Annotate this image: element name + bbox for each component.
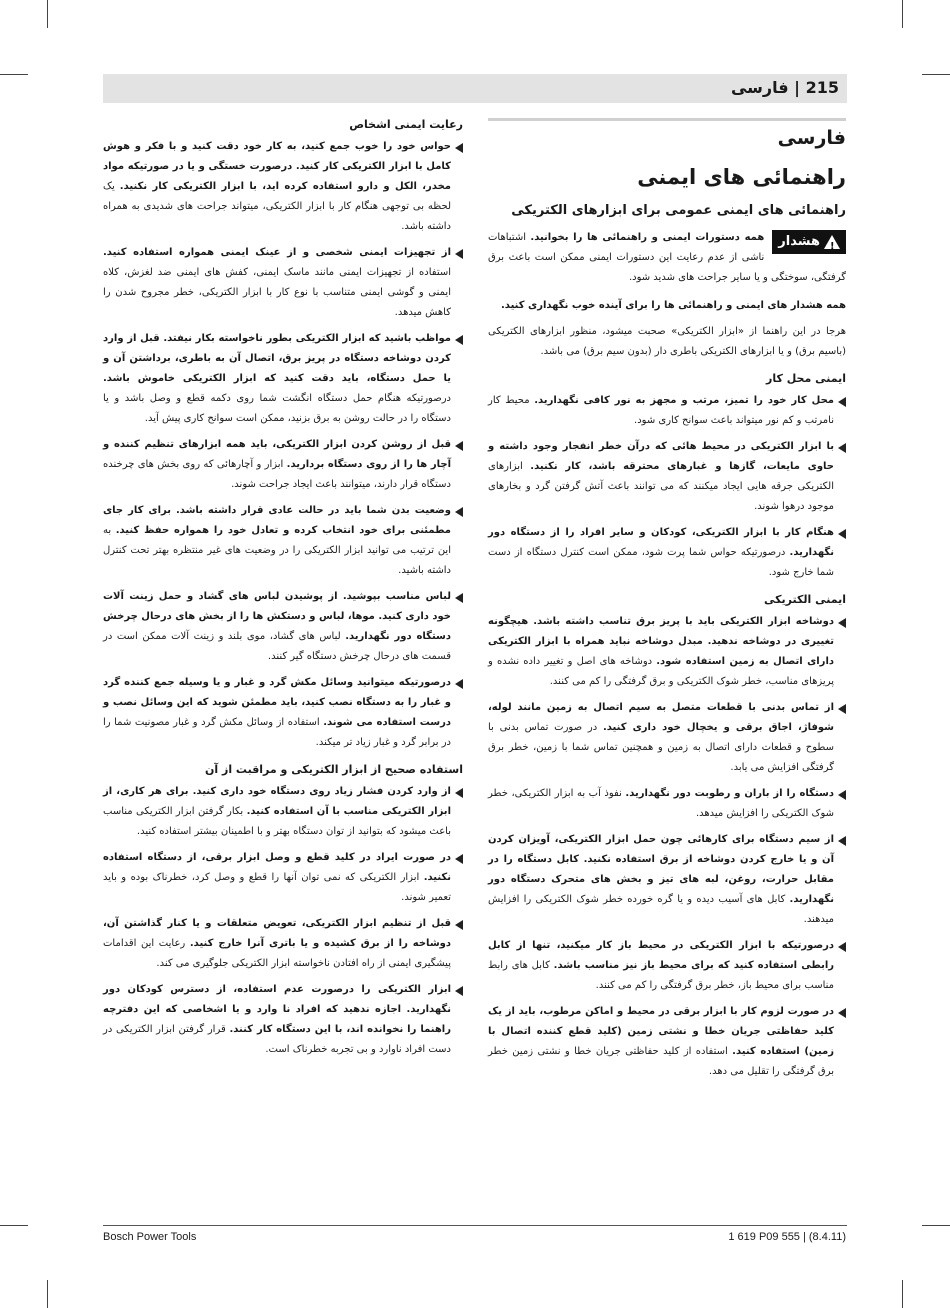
warning-block bbox=[488, 228, 846, 288]
definition-text: هرجا در این راهنما از «ابزار الکتریکی» صحبت میشود، منظور ابزارهای الکتریکی (باسیم برق) و یا ابزارهای الکتریکی باطری دار (بدون سیم برق) می باشد. bbox=[488, 326, 846, 357]
list-item: حواس خود را خوب جمع کنید، به کار خود دقت کنید و با فکر و هوش کامل با ابزار الکتریکی کار کنید. درصورت خستگی و یا در صورتیکه مواد مخدر، الکل و دارو استفاده کرده اید، با ابزار الکتریکی کار نکنید. یک لحظه بی توجهی هنگام کار با ابزار الکتریکی، میتواند جراحت های شدیدی به همراه داشته باشد. bbox=[103, 137, 463, 237]
list-item: درصورتیکه میتوانید وسائل مکش گرد و غبار و یا وسیله جمع کننده گرد و غبار را به دستگاه نصب کنید، باید مطمئن شوید که این وسائل نصب و درست استفاده می شوند. استفاده از وسائل مکش گرد و غبار مصونیت شما را در برابر گرد و غبار زیاد تر میکند. bbox=[103, 673, 463, 753]
right-column bbox=[488, 118, 846, 1088]
list-item: دوشاخه ابزار الکتریکی باید با پریز برق تناسب داشته باشد. هیچگونه تغییری در دوشاخه ندهید. مبدل دوشاخه نباید همراه با ابزار الکتریکی دارای اتصال به زمین استفاده شود. دوشاخه های اصل و تغییر داده نشده و پریزهای مناسب، خطر شوک الکتریکی و برق گرفتگی را کم می کنند. bbox=[488, 612, 846, 692]
warning-badge-label: هشدار bbox=[778, 234, 820, 249]
section-heading-usage: استفاده صحیح از ابزار الکتریکی و مراقبت از آن bbox=[205, 763, 463, 776]
list-item: وضعیت بدن شما باید در حالت عادی قرار داشته باشد. برای کار جای مطمئنی برای خود انتخاب کرده و تعادل خود را همواره حفظ کنید. به این ترتیب می توانید ابزار الکتریکی را در وضعیت های غیر منتظره بهتر تحت کنترل داشته باشید. bbox=[103, 501, 463, 581]
list-item: لباس مناسب بپوشید. از پوشیدن لباس های گشاد و حمل زینت آلات خود داری کنید. موها، لباس و دستکش ها را از بخش های درحال چرخش دستگاه دور نگهدارید. لباس های گشاد، موی بلند و زینت آلات ممکن است در قسمت های درحال چرخش دستگاه گیر کنند. bbox=[103, 587, 463, 667]
warning-heading: همه دستورات ایمنی و راهنمائی ها را بخوانید. bbox=[530, 232, 765, 243]
list-item: محل کار خود را تمیز، مرتب و مجهز به نور کافی نگهدارید. محیط کار نامرتب و کم نور میتواند باعث سوانح کاری شود. bbox=[488, 391, 846, 431]
page-title: راهنمائی های ایمنی bbox=[637, 165, 846, 189]
list-item: درصورتیکه با ابزار الکتریکی در محیط باز کار میکنید، تنها از کابل رابطی استفاده کنید که برای محیط باز نیز مناسب باشد. کابل های رابط مناسب برای محیط باز، خطر برق گرفتگی را کم می کنند. bbox=[488, 936, 846, 996]
crop-mark bbox=[0, 74, 28, 75]
list-item: با ابزار الکتریکی در محیط هائی که درآن خطر انفجار وجود داشته و حاوی مایعات، گازها و غبارهای محترقه باشد، کار نکنید. ابزارهای الکتریکی جرقه هایی ایجاد میکنند که می توانند باعث آتش گرفتن گرد و بخارهای موجود درهوا شوند. bbox=[488, 437, 846, 517]
divider bbox=[488, 118, 846, 121]
page-header bbox=[103, 74, 847, 103]
list-item: از سیم دستگاه برای کارهائی چون حمل ابزار الکتریکی، آویزان کردن آن و یا خارج کردن دوشاخه از برق استفاده نکنید. کابل دستگاه را در مقابل حرارت، روغن، لبه های تیز و بخش های متحرک دستگاه دور نگهدارید. کابل های آسیب دیده و یا گره خورده خطر شوک الکتریکی را افزایش میدهند. bbox=[488, 830, 846, 930]
section-heading-electrical: ایمنی الکتریکی bbox=[763, 593, 846, 606]
crop-mark bbox=[902, 1280, 903, 1308]
warning-icon: ! bbox=[824, 235, 840, 249]
crop-mark bbox=[922, 74, 950, 75]
section-heading-personal: رعایت ایمنی اشخاص bbox=[349, 118, 463, 131]
crop-mark bbox=[922, 1225, 950, 1226]
list-item: در صورت لزوم کار با ابزار برقی در محیط و اماکن مرطوب، باید از یک کلید حفاظتی جریان خطا و نشتی زمین (کلید قطع کننده اتصال با زمین) استفاده کنید. استفاده از کلید حفاظتی جریان خطا و نشتی زمین خطر برق گرفتگی را تقلیل می دهد. bbox=[488, 1002, 846, 1082]
section-heading-workplace: ایمنی محل کار bbox=[766, 372, 846, 385]
list-item: دستگاه را از باران و رطوبت دور نگهدارید. نفوذ آب به ابزار الکتریکی، خطر شوک الکتریکی را افزایش میدهد. bbox=[488, 784, 846, 824]
list-item: مواظب باشید که ابزار الکتریکی بطور ناخواسته بکار نیفتد. قبل از وارد کردن دوشاخه دستگاه در پریز برق، اتصال آن به باطری، برداشتن آن و یا حمل دستگاه، باید دقت کنید که ابزار الکتریکی خاموش باشد. درصورتیکه هنگام حمل دستگاه انگشت شما روی دکمه قطع و وصل باشد و یا دستگاه را در حالت روشن به برق بزنید، ممکن است سوانح کاری پیش آید. bbox=[103, 329, 463, 429]
crop-mark bbox=[0, 1225, 28, 1226]
keep-instructions bbox=[488, 296, 846, 316]
list-item: هنگام کار با ابزار الکتریکی، کودکان و سایر افراد را از دستگاه دور نگهدارید. درصورتیکه حواس شما پرت شود، ممکن است کنترل دستگاه از دست شما خارج شود. bbox=[488, 523, 846, 583]
footer-divider bbox=[103, 1225, 847, 1226]
left-column bbox=[103, 118, 463, 1066]
language-title: فارسی bbox=[777, 127, 846, 149]
warning-badge bbox=[772, 230, 846, 254]
keep-instructions-text: همه هشدار های ایمنی و راهنمائی ها را برای آینده خوب نگهداری کنید. bbox=[501, 300, 846, 311]
list-item: از وارد کردن فشار زیاد روی دستگاه خود داری کنید. برای هر کاری، از ابزار الکتریکی مناسب با آن استفاده کنید. بکار گرفتن ابزار الکتریکی مناسب باعث میشود که بتوانید از توان دستگاه بهتر و با اطمینان بیشتر استفاده کنید. bbox=[103, 782, 463, 842]
list-item: از تماس بدنی با قطعات متصل به سیم اتصال به زمین مانند لوله، شوفاژ، اجاق برقی و یخچال خود داری کنید. در صورت تماس بدنی با سطوح و قطعات دارای اتصال به زمین و همچنین تماس شما با زمین، خطر برق گرفتگی افزایش می یابد. bbox=[488, 698, 846, 778]
list-item: قبل از تنظیم ابزار الکتریکی، تعویض متعلقات و یا کنار گذاشتن آن، دوشاخه را از برق کشیده و یا باتری آنرا خارج کنید. رعایت این اقدامات پیشگیری ایمنی از راه افتادن ناخواسته ابزار الکتریکی جلوگیری می کند. bbox=[103, 914, 463, 974]
list-item: قبل از روشن کردن ابزار الکتریکی، باید همه ابزارهای تنظیم کننده و آچار ها را از روی دستگاه بردارید. ابزار و آچارهائی که روی بخش های چرخنده دستگاه قرار دارند، میتوانند باعث ایجاد جراحت شوند. bbox=[103, 435, 463, 495]
footer-brand: Bosch Power Tools bbox=[103, 1231, 197, 1243]
crop-mark bbox=[47, 1280, 48, 1308]
crop-mark bbox=[902, 0, 903, 28]
list-item: در صورت ایراد در کلید قطع و وصل ابزار برقی، از دستگاه استفاده نکنید. ابزار الکتریکی که نمی توان آنها را قطع و وصل کرد، خطرناک بوده و باید تعمیر شوند. bbox=[103, 848, 463, 908]
list-item: ابزار الکتریکی را درصورت عدم استفاده، از دسترس کودکان دور نگهدارید. اجازه ندهید که افراد نا وارد و یا اشخاصی که این دفترچه راهنما را نخوانده اند، با این دستگاه کار کنند. قرار گرفتن ابزار الکتریکی در دست افراد ناوارد و بی تجربه خطرناک است. bbox=[103, 980, 463, 1060]
warning-text: اشتباهات ناشی از عدم رعایت این دستورات ایمنی ممکن است باعث برق گرفتگی، سوختگی و یا سایر جراحت های شدید شود. bbox=[488, 232, 846, 283]
footer-doc-number: 1 619 P09 555 | (8.4.11) bbox=[728, 1231, 846, 1243]
section-subtitle: راهنمائی های ایمنی عمومی برای ابزارهای الکتریکی bbox=[511, 203, 846, 218]
list-item: از تجهیزات ایمنی شخصی و از عینک ایمنی همواره استفاده کنید. استفاده از تجهیزات ایمنی مانند ماسک ایمنی، کفش های ایمنی ضد لغزش، کلاه ایمنی و گوشی ایمنی متناسب با نوع کار با ابزار الکتریکی، خطر مجروح شدن را کاهش میدهد. bbox=[103, 243, 463, 323]
crop-mark bbox=[47, 0, 48, 28]
page-number-label: 215 | فارسی bbox=[730, 78, 839, 97]
